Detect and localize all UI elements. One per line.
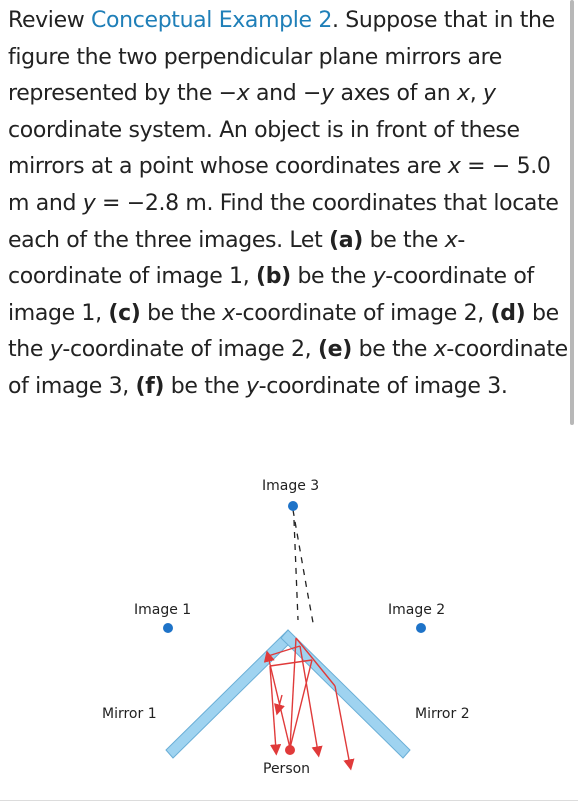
mirror-figure	[0, 460, 578, 790]
image-2-label: Image 2	[388, 602, 446, 618]
conceptual-example-link[interactable]: Conceptual Example 2	[91, 8, 332, 33]
scrollbar[interactable]	[570, 0, 574, 425]
image-3-label: Image 3	[262, 478, 320, 494]
mirror-2-label: Mirror 2	[415, 706, 470, 722]
image-1-label: Image 1	[134, 602, 192, 618]
person-label: Person	[263, 761, 311, 777]
person-dot	[285, 745, 295, 755]
bottom-divider	[0, 800, 578, 801]
image-2-dot	[416, 623, 426, 633]
mirror-1-label: Mirror 1	[102, 706, 157, 722]
question-text: Review Conceptual Example 2. Suppose that in the figure the two perpendicular plane mirrors are represented by the −x and −y axes of an x, y coordinate system. An object is in front of these mirrors at a point whose coordinates are x = − 5.0 m and y = −2.8 m. Find the coordinates that locate each of the three images. Let (a) be the x-coordinate of image 1, (b) be the y-coordinate of image 1, (c) be the x-coordinate of image 2, (d) be the y-coordinate of image 2, (e) be the x-coordinate of image 3, (f) be the y-coordinate of image 3.	[8, 8, 568, 399]
image-1-dot	[163, 623, 173, 633]
image-3-dot	[288, 501, 298, 511]
